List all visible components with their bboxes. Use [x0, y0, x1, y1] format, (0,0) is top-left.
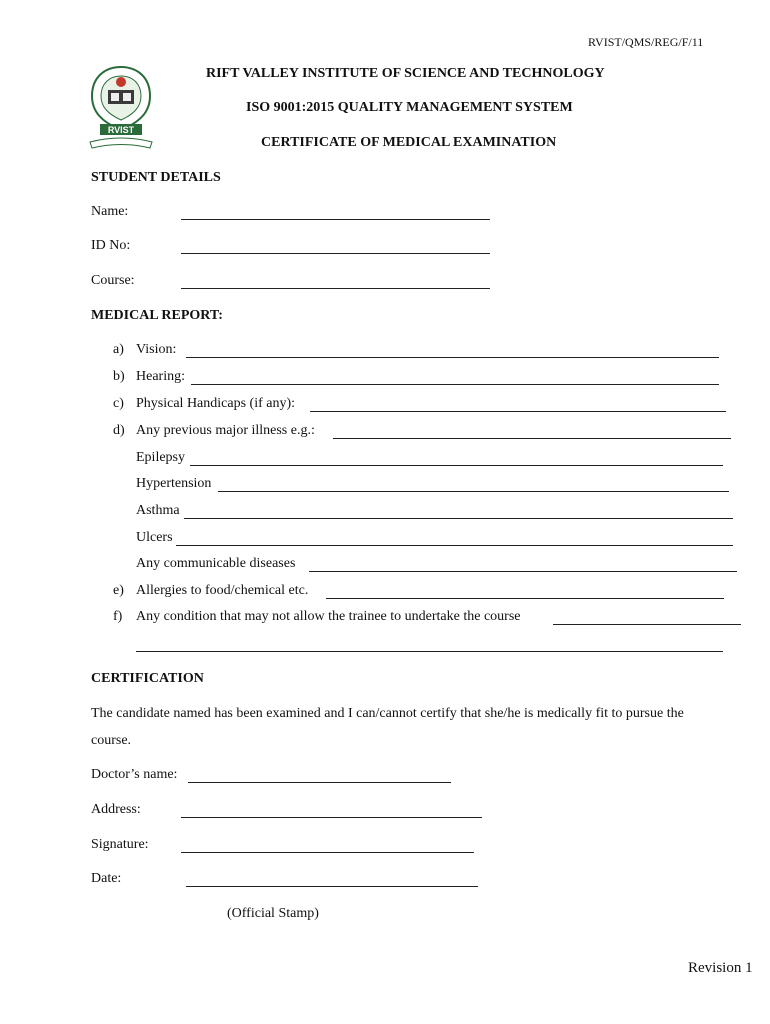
hypertension-field[interactable] — [218, 491, 729, 492]
id-label: ID No: — [91, 238, 131, 253]
illness-field[interactable] — [333, 438, 731, 439]
institute-name: RIFT VALLEY INSTITUTE OF SCIENCE AND TECHNOLOGY — [206, 66, 605, 81]
epilepsy-field[interactable] — [190, 465, 723, 466]
name-label: Name: — [91, 204, 129, 219]
address-label: Address: — [91, 802, 141, 817]
vision-field[interactable] — [186, 357, 719, 358]
qms-title: ISO 9001:2015 QUALITY MANAGEMENT SYSTEM — [246, 100, 573, 115]
medical-report-heading: MEDICAL REPORT: — [91, 308, 223, 323]
certification-heading: CERTIFICATION — [91, 671, 204, 686]
id-field[interactable] — [181, 253, 490, 254]
signature-field[interactable] — [181, 852, 474, 853]
document-code: RVIST/QMS/REG/F/11 — [588, 35, 704, 49]
name-field[interactable] — [181, 219, 490, 220]
allergies-label: Allergies to food/chemical etc. — [136, 583, 309, 598]
certification-statement: The candidate named has been examined and I can/cannot certify that she/he is medically fit to pursue the — [91, 706, 684, 721]
condition-field-continued[interactable] — [136, 651, 723, 652]
allergies-field[interactable] — [326, 598, 724, 599]
course-label: Course: — [91, 273, 135, 288]
item-f-marker: f) — [113, 609, 123, 624]
communicable-label: Any communicable diseases — [136, 556, 296, 571]
hearing-label: Hearing: — [136, 369, 185, 384]
course-field[interactable] — [181, 288, 490, 289]
condition-label: Any condition that may not allow the trainee to undertake the course — [136, 609, 521, 624]
logo-text: RVIST — [107, 125, 135, 135]
vision-label: Vision: — [136, 342, 177, 357]
ulcers-field[interactable] — [176, 545, 733, 546]
condition-field[interactable] — [553, 624, 741, 625]
item-d-marker: d) — [113, 423, 125, 438]
date-field[interactable] — [186, 886, 478, 887]
item-e-marker: e) — [113, 583, 124, 598]
ulcers-label: Ulcers — [136, 530, 173, 545]
item-b-marker: b) — [113, 369, 125, 384]
date-label: Date: — [91, 871, 122, 886]
item-a-marker: a) — [113, 342, 124, 357]
institute-logo — [86, 64, 156, 154]
student-details-heading: STUDENT DETAILS — [91, 170, 221, 185]
certificate-title: CERTIFICATE OF MEDICAL EXAMINATION — [261, 135, 557, 150]
asthma-label: Asthma — [136, 503, 180, 518]
address-field[interactable] — [181, 817, 482, 818]
epilepsy-label: Epilepsy — [136, 450, 185, 465]
illness-label: Any previous major illness e.g.: — [136, 423, 315, 438]
asthma-field[interactable] — [184, 518, 733, 519]
doctor-name-label: Doctor’s name: — [91, 767, 178, 782]
hearing-field[interactable] — [191, 384, 719, 385]
revision-label: Revision 1 — [688, 960, 753, 976]
signature-label: Signature: — [91, 837, 149, 852]
doctor-name-field[interactable] — [188, 782, 451, 783]
handicaps-label: Physical Handicaps (if any): — [136, 396, 296, 411]
item-c-marker: c) — [113, 396, 124, 411]
communicable-field[interactable] — [309, 571, 737, 572]
handicaps-field[interactable] — [310, 411, 726, 412]
certification-statement-end: course. — [91, 733, 132, 748]
hypertension-label: Hypertension — [136, 476, 212, 491]
official-stamp-label: (Official Stamp) — [227, 906, 319, 921]
